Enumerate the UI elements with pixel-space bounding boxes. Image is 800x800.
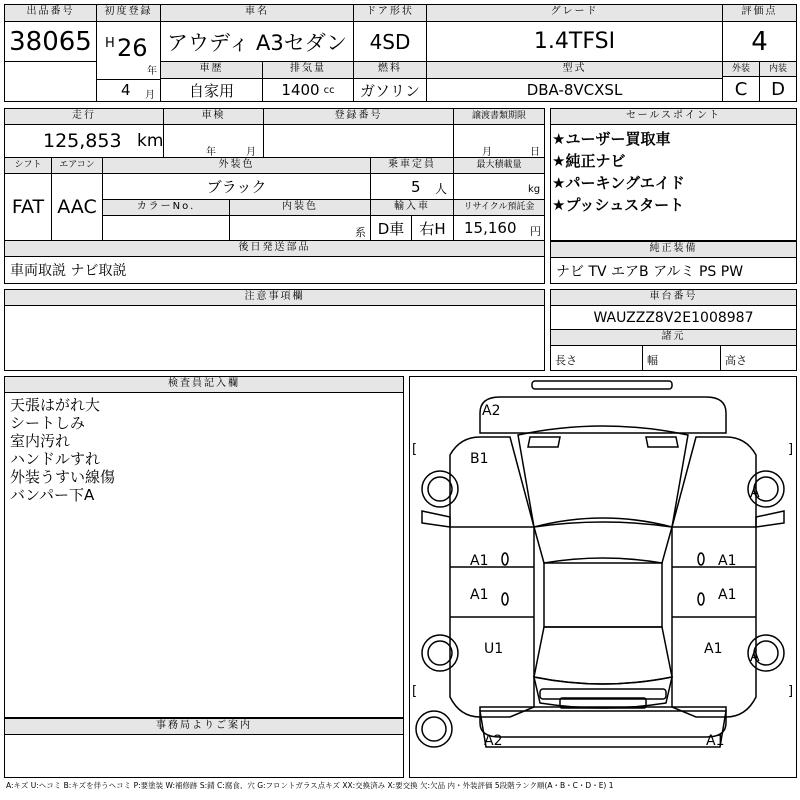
inspection-cell <box>164 125 264 158</box>
mileage-unit: km <box>137 131 164 151</box>
displacement-label: 排気量 <box>263 62 354 79</box>
mileage-cell <box>5 125 164 158</box>
height-cell <box>721 346 796 370</box>
car-name-label: 車名 <box>161 5 354 22</box>
transfer-cell <box>454 125 544 158</box>
first-reg-value <box>97 22 161 80</box>
insp-month: 月 <box>246 147 256 158</box>
inspector-label: 検査員記入欄 <box>5 377 403 393</box>
width-cell <box>643 346 721 370</box>
import-label: 輸入車 <box>371 200 454 216</box>
color-no-cell <box>103 216 230 241</box>
chassis-label: 車台番号 <box>551 290 796 306</box>
history-label: 車歴 <box>161 62 263 79</box>
inspection-label: 車検 <box>164 109 264 125</box>
displacement-cell <box>263 79 354 101</box>
bracket-fl: [ <box>412 442 418 457</box>
door: 4SD <box>354 22 427 62</box>
int-color-cell <box>230 216 371 241</box>
later-parts-label: 後日発送部品 <box>5 241 544 257</box>
insp-year: 年 <box>206 147 216 158</box>
mark-left-front-door: A1 <box>470 553 489 569</box>
later-parts: 車両取説 ナビ取説 <box>10 263 127 279</box>
ext-label: 外装 <box>723 62 760 77</box>
mark-right-front-door: A1 <box>718 553 737 569</box>
inspector-note: ハンドルすれ <box>10 450 101 468</box>
reg-year: 26 <box>117 34 148 62</box>
capacity: 5 <box>411 178 421 196</box>
mark-rear-bumper-left: A2 <box>484 733 503 749</box>
inspector-notes <box>10 396 400 526</box>
lot-no: 38065 <box>5 22 97 62</box>
height-label: 高さ <box>725 354 747 367</box>
grade-label: グレード <box>427 5 723 22</box>
mileage-label: 走行 <box>5 109 164 125</box>
reg-no-label: 登録番号 <box>264 109 454 125</box>
mark-rear-bumper-right: A1 <box>706 733 725 749</box>
int-label: 内装 <box>760 62 796 77</box>
transfer-month: 月 <box>482 147 492 158</box>
grade: 1.4TFSI <box>427 22 723 62</box>
capacity-unit: 人 <box>435 182 448 196</box>
reg-year-unit: 年 <box>147 66 157 77</box>
car-diagram-svg <box>410 377 796 777</box>
fuel-label: 燃料 <box>354 62 427 79</box>
inspector-note: 室内汚れ <box>10 432 71 450</box>
sales-points-list <box>552 128 796 238</box>
int-color-unit: 系 <box>355 226 366 239</box>
sales-point: ★ユーザー買取車 <box>552 130 671 148</box>
int-color-label: 内装色 <box>230 200 371 216</box>
displacement-unit: cc <box>323 84 335 96</box>
int-rating: D <box>771 78 785 100</box>
mark-left-rear-fender: U1 <box>484 641 504 657</box>
history: 自家用 <box>161 79 263 101</box>
capacity-label: 乗車定員 <box>371 158 454 174</box>
ext-color: ブラック <box>103 174 371 200</box>
model: DBA-8VCXSL <box>427 79 723 101</box>
length-cell <box>551 346 643 370</box>
equipment: ナビ TV エアB アルミ PS PW <box>556 264 744 280</box>
displacement: 1400 <box>281 81 320 99</box>
reg-month: 4 <box>121 81 131 99</box>
model-label: 型式 <box>427 62 723 79</box>
load-label: 最大積載量 <box>454 158 544 174</box>
mark-right-front-wheel: A <box>750 485 760 501</box>
reg-no-cell <box>264 125 454 158</box>
mark-right-rear-wheel: A <box>750 649 760 665</box>
equipment-label: 純正装備 <box>551 242 796 258</box>
chassis-number: WAUZZZ8V2E1008987 <box>551 306 796 330</box>
color-no-label: カラーNo. <box>103 200 230 216</box>
ac-label: エアコン <box>52 158 103 174</box>
office-label: 事務局よりご案内 <box>5 719 403 735</box>
recycle-unit: 円 <box>530 225 541 238</box>
mark-bonnet: B1 <box>470 451 489 467</box>
sales-points-label: セールスポイント <box>551 109 796 125</box>
transfer-label: 譲渡書類期限 <box>454 109 544 125</box>
import-type: D車 <box>371 216 412 241</box>
notes-label: 注意事項欄 <box>5 290 544 306</box>
first-reg-month-cell <box>97 80 161 101</box>
spec-label: 諸元 <box>551 330 796 346</box>
reg-month-unit: 月 <box>145 90 155 101</box>
length-label: 長さ <box>555 354 577 367</box>
inspector-note: 外装うすい線傷 <box>10 468 116 486</box>
width-label: 幅 <box>647 354 658 367</box>
recycle-label: リサイクル預託金 <box>454 200 544 216</box>
ext-color-label: 外装色 <box>103 158 371 174</box>
recycle: 15,160 <box>464 219 517 237</box>
rating-label: 評価点 <box>723 5 796 22</box>
rating: 4 <box>723 22 796 62</box>
shift-label: シフト <box>5 158 52 174</box>
mark-front-bumper: A2 <box>482 403 501 419</box>
bracket-rr: ] <box>788 684 794 699</box>
bracket-fr: ] <box>788 442 794 457</box>
load-cell <box>454 174 544 200</box>
load-unit: kg <box>528 184 541 195</box>
ac: AAC <box>52 174 103 241</box>
recycle-cell <box>454 216 544 241</box>
steering: 右H <box>412 216 454 241</box>
fuel: ガソリン <box>354 79 427 101</box>
inspector-note: シートしみ <box>10 414 86 432</box>
mark-right-rear-fender: A1 <box>704 641 723 657</box>
mark-left-rear-door: A1 <box>470 587 489 603</box>
capacity-cell <box>371 174 454 200</box>
legend: A:キズ U:ヘコミ B:キズを伴うヘコミ P:要塗装 W:補修跡 S:錆 C:腐食、穴 G:フロントガラス点キズ XX:交換済み X:要交換 欠:欠品 内・外装評価 5段階ランク順(A・B・C・D・E) 1 <box>6 781 614 790</box>
lot-no-blank <box>5 62 97 101</box>
sales-point: ★純正ナビ <box>552 152 626 170</box>
inspector-note: 天張はがれ大 <box>10 396 101 414</box>
inspector-note: バンパー下A <box>10 486 95 504</box>
mark-right-rear-door: A1 <box>718 587 737 603</box>
shift: FAT <box>5 174 52 241</box>
transfer-day: 日 <box>530 147 540 158</box>
era: H <box>105 36 115 51</box>
door-label: ドア形状 <box>354 5 427 22</box>
lot-no-label: 出品番号 <box>5 5 97 22</box>
ext-rating: C <box>723 77 760 101</box>
sales-point: ★プッシュスタート <box>552 196 685 214</box>
bracket-rl: [ <box>412 684 418 699</box>
sales-point: ★パーキングエイド <box>552 174 685 192</box>
mileage: 125,853 <box>43 130 122 152</box>
car-diagram <box>409 376 797 778</box>
first-reg-label: 初度登録 <box>97 5 161 22</box>
car-name: アウディ A3セダン <box>161 22 354 62</box>
